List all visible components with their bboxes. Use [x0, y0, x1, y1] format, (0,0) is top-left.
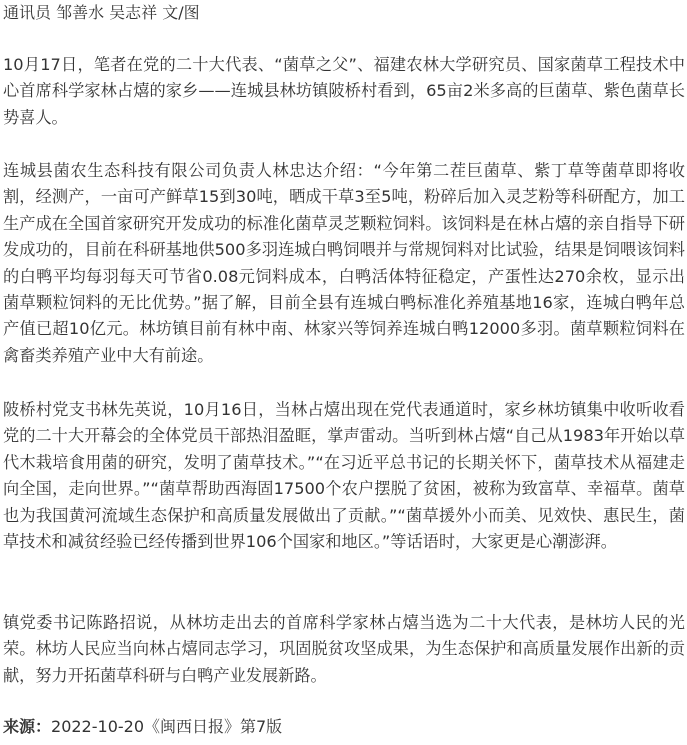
source-label: 来源： — [3, 717, 52, 736]
article-paragraph-1: 10月17日，笔者在党的二十大代表、“菌草之父”、福建农林大学研究员、国家菌草工程技术中心首席科学家林占熺的家乡——连城县林坊镇陂桥村看到，65亩2米多高的巨菌草、紫色菌草长势喜人。 — [3, 55, 685, 127]
article-paragraph-2: 连城县菌农生态科技有限公司负责人林忠达介绍：“今年第二茬巨菌草、紫丁草等菌草即将收割，经测产，一亩可产鲜草15到30吨，晒成干草3至5吨，粉碎后加入灵芝粉等科研配方，加工生产成在全国首家研究开发成功的标准化菌草灵芝颗粒饲料。该饲料是在林占熺的亲自指导下研发成功的，目前在科研基地供500多羽连城白鸭饲喂并与常规饲料对比试验，结果是饲喂该饲料的白鸭平均每羽每天可节省0.08元饲料成本，白鸭活体特征稳定，产蛋性达270余枚，显示出菌草颗粒饲料的无比优势。”据了解，目前全县有连城白鸭标准化养殖基地16家，连城白鸭年总产值已超10亿元。林坊镇目前有林中南、林家兴等饲养连城白鸭12000多羽。菌草颗粒饲料在禽畜类养殖产业中大有前途。 — [3, 161, 685, 365]
article-byline: 通讯员 邹善水 吴志祥 文/图 — [3, 3, 200, 22]
article-source — [3, 715, 282, 739]
article-paragraph-3: 陂桥村党支书林先英说，10月16日，当林占熺出现在党代表通道时，家乡林坊镇集中收听收看党的二十大开幕会的全体党员干部热泪盈眶，掌声雷动。当听到林占熺“自己从1983年开始以草代木栽培食用菌的研究，发明了菌草技术。”“在习近平总书记的长期关怀下，菌草技术从福建走向全国，走向世界。”“菌草帮助西海固17500个农户摆脱了贫困，被称为致富草、幸福草。菌草也为我国黄河流域生态保护和高质量发展做出了贡献。”“菌草援外小而美、见效快、惠民生，菌草技术和减贫经验已经传播到世界106个国家和地区。”等话语时，大家更是心潮澎湃。 — [3, 400, 685, 552]
source-text: 2022-10-20《闽西日报》第7版 — [51, 717, 283, 736]
article-paragraph-4: 镇党委书记陈路招说，从林坊走出去的首席科学家林占熺当选为二十大代表，是林坊人民的光荣。林坊人民应当向林占熺同志学习，巩固脱贫攻坚成果，为生态保护和高质量发展作出新的贡献，努力开拓菌草科研与白鸭产业发展新路。 — [3, 613, 685, 685]
